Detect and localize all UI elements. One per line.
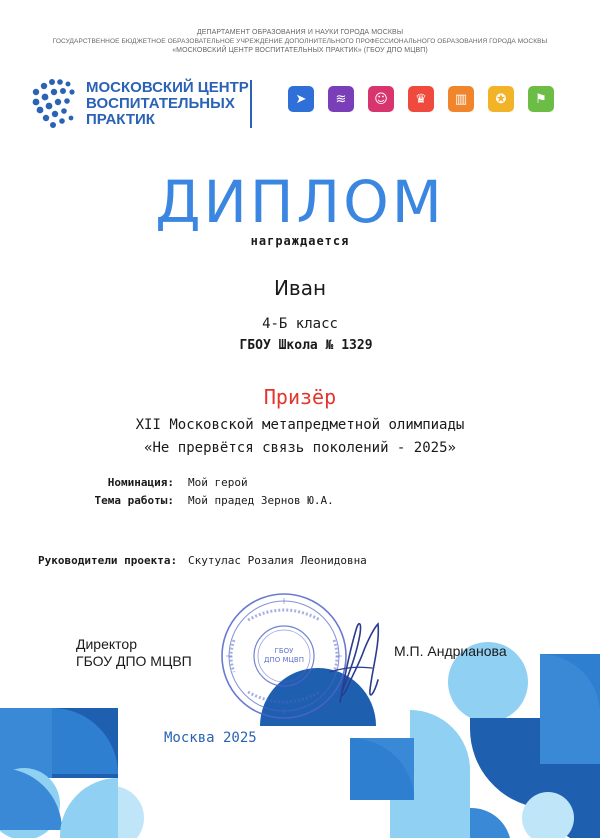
logo-divider — [250, 80, 252, 128]
nomination-value: Мой герой — [188, 476, 248, 489]
trophy-icon: ♛ — [408, 86, 434, 112]
theme-value: Мой прадед Зернов Ю.А. — [188, 494, 334, 507]
grade-text: 4-Б класс — [262, 316, 338, 332]
medal-icon: ✪ — [488, 86, 514, 112]
flag-icon: ⚑ — [528, 86, 554, 112]
nomination-label: Номинация: — [107, 476, 174, 489]
columns-icon: ▥ — [448, 86, 474, 112]
director-role — [76, 636, 192, 670]
logo-line: ВОСПИТАТЕЛЬНЫХ — [86, 95, 235, 112]
olympiad-line-1: XII Московской метапредметной олимпиады — [135, 417, 465, 433]
director-signature — [300, 610, 400, 710]
supervisor-value: Скутулас Розалия Леонидовна — [188, 554, 367, 567]
logo-line: ПРАКТИК — [86, 111, 155, 128]
recipient-name: Иван — [273, 276, 327, 300]
theatre-masks-icon: ☺ — [368, 86, 394, 112]
director-role-line: Директор — [76, 636, 137, 652]
school-text: ГБОУ Школа № 1329 — [239, 338, 373, 353]
department-line: «МОСКОВСКИЙ ЦЕНТР ВОСПИТАТЕЛЬНЫХ ПРАКТИК» (ГБОУ ДПО МЦВП) — [172, 47, 428, 54]
logo-text — [86, 80, 249, 128]
status-text: Призёр — [263, 385, 337, 409]
olympiad-line-2: «Не прервётся связь поколений - 2025» — [144, 440, 456, 456]
logo-line: МОСКОВСКИЙ ЦЕНТР — [86, 79, 249, 96]
department-header — [0, 28, 600, 55]
theme-label: Тема работы: — [94, 494, 174, 507]
department-line: ДЕПАРТАМЕНТ ОБРАЗОВАНИЯ И НАУКИ ГОРОДА МОСКВЫ — [196, 29, 404, 36]
paper-plane-icon: ➤ — [288, 86, 314, 112]
awarded-text: награждается — [250, 234, 350, 248]
department-line: ГОСУДАРСТВЕННОЕ БЮДЖЕТНОЕ ОБРАЗОВАТЕЛЬНОЕ УЧРЕЖДЕНИЕ ДОПОЛНИТЕЛЬНОГО ПРОФЕССИОНАЛЬНОГО ОБРАЗОВАНИЯ ГОРОДА МОСКВЫ — [52, 38, 548, 45]
diploma-title: ДИПЛОМ — [155, 168, 445, 236]
supervisor-label: Руководители проекта: — [38, 554, 178, 567]
mcvp-logo-icon — [28, 76, 86, 134]
director-role-line: ГБОУ ДПО МЦВП — [76, 653, 192, 669]
stamp-center-text: ГБОУ — [274, 647, 294, 655]
svg-text:ДПО МЦВП: ДПО МЦВП — [263, 656, 305, 664]
director-name: М.П. Андрианова — [394, 643, 507, 659]
city-year: Москва 2025 — [164, 730, 257, 746]
waves-icon: ≋ — [328, 86, 354, 112]
